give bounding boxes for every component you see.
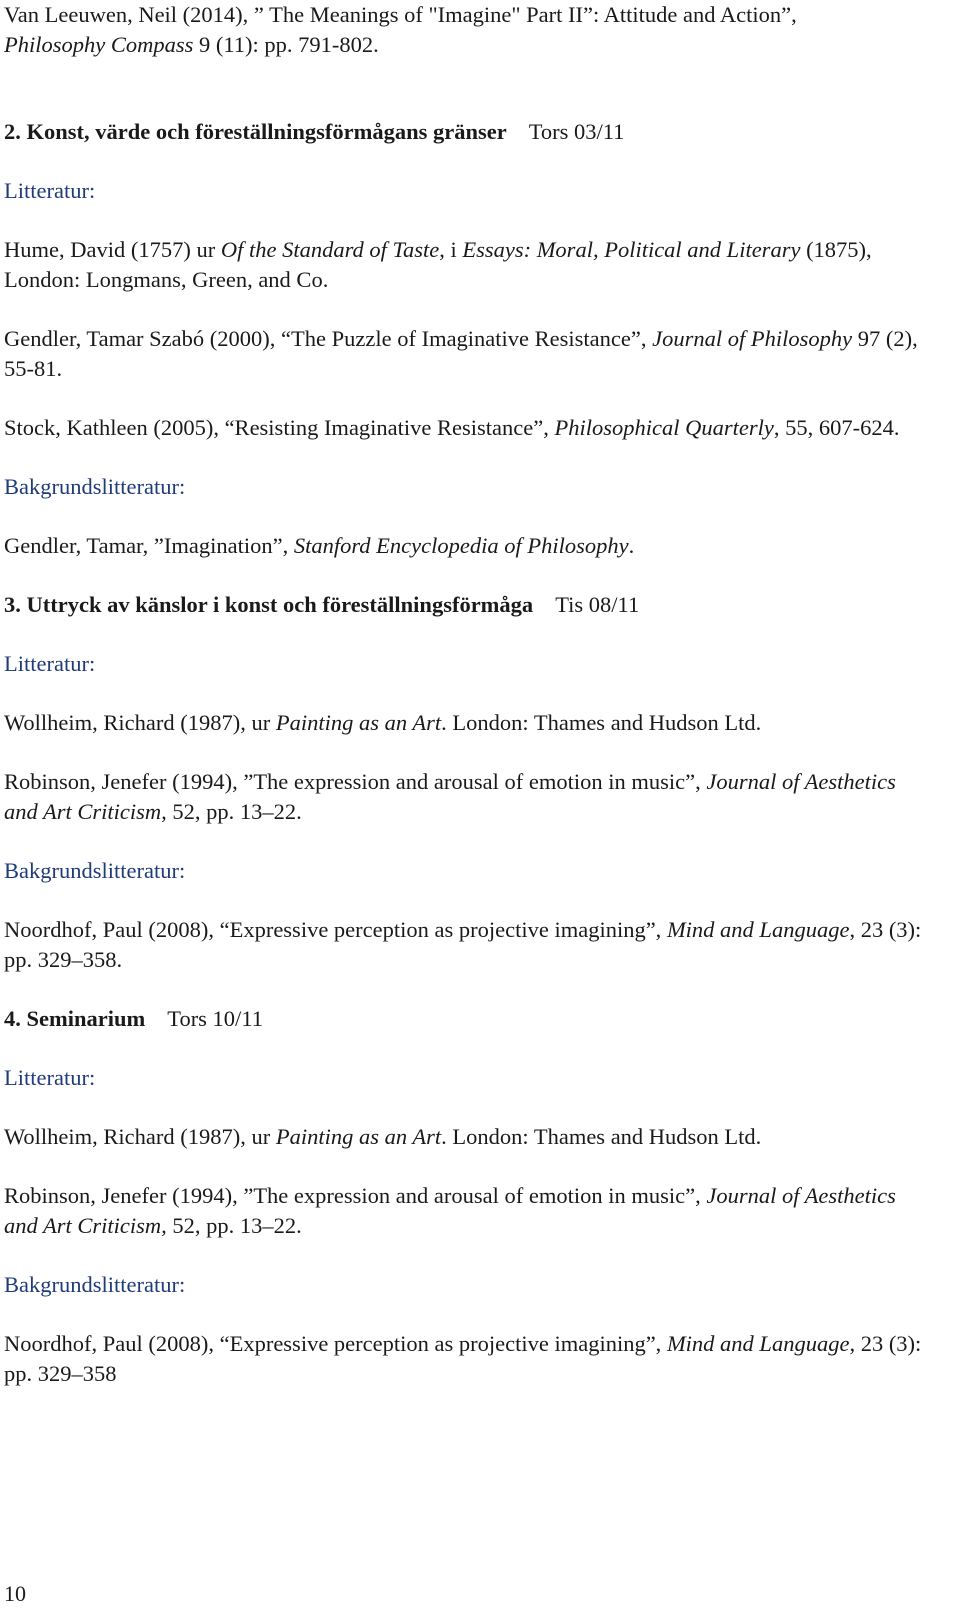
reference-entry: Stock, Kathleen (2005), “Resisting Imaginative Resistance”, Philosophical Quarterly, 55, 607-624. [4,415,900,440]
section-3 [4,590,934,975]
reference-text: Van Leeuwen, Neil (2014), ” The Meanings of "Imagine" Part II”: Attitude and Action”, [4,2,797,27]
section-2 [4,117,934,561]
reference-entry: Gendler, Tamar Szabó (2000), “The Puzzle of Imaginative Resistance”, Journal of Philosophy 97 (2), 55-81. [4,326,918,381]
bakgrundslitteratur-label: Bakgrundslitteratur: [4,1272,186,1297]
reference-entry: Hume, David (1757) ur Of the Standard of Taste, i Essays: Moral, Political and Literary (1875), London: Longmans, Green, and Co. [4,237,872,292]
reference-entry: Robinson, Jenefer (1994), ”The expression and arousal of emotion in music”, Journal of Aesthetics and Art Criticism, 52, pp. 13–22. [4,1183,896,1238]
reference-text: 9 (11): pp. 791-802. [193,32,379,57]
section-title: 2. Konst, värde och föreställningsförmågans gränser [4,119,507,144]
document-page [4,0,934,1418]
litteratur-label: Litteratur: [4,651,96,676]
litteratur-label: Litteratur: [4,178,96,203]
section-heading [4,1004,934,1034]
section-title: 3. Uttryck av känslor i konst och föreställningsförmåga [4,592,534,617]
reference-journal: Philosophy Compass [4,32,194,57]
reference-entry: Robinson, Jenefer (1994), ”The expression and arousal of emotion in music”, Journal of Aesthetics and Art Criticism, 52, pp. 13–22. [4,769,896,824]
litteratur-label: Litteratur: [4,1065,96,1090]
section-4 [4,1004,934,1389]
reference-entry: Wollheim, Richard (1987), ur Painting as an Art. London: Thames and Hudson Ltd. [4,1124,762,1149]
bakgrundslitteratur-label: Bakgrundslitteratur: [4,474,186,499]
reference-entry: Noordhof, Paul (2008), “Expressive perception as projective imagining”, Mind and Language, 23 (3): pp. 329–358 [4,1331,922,1386]
section-title: 4. Seminarium [4,1006,146,1031]
section-date: Tors 03/11 [528,119,625,144]
reference-entry: Wollheim, Richard (1987), ur Painting as an Art. London: Thames and Hudson Ltd. [4,710,762,735]
reference-entry: Noordhof, Paul (2008), “Expressive perception as projective imagining”, Mind and Language, 23 (3): pp. 329–358. [4,917,922,972]
bakgrundslitteratur-label: Bakgrundslitteratur: [4,858,186,883]
page-number: 10 [4,1581,26,1606]
section-heading [4,117,934,147]
reference-entry: Gendler, Tamar, ”Imagination”, Stanford Encyclopedia of Philosophy. [4,533,635,558]
section-date: Tis 08/11 [555,592,640,617]
reference-entry [4,0,934,60]
section-heading [4,590,934,620]
section-date: Tors 10/11 [167,1006,263,1031]
